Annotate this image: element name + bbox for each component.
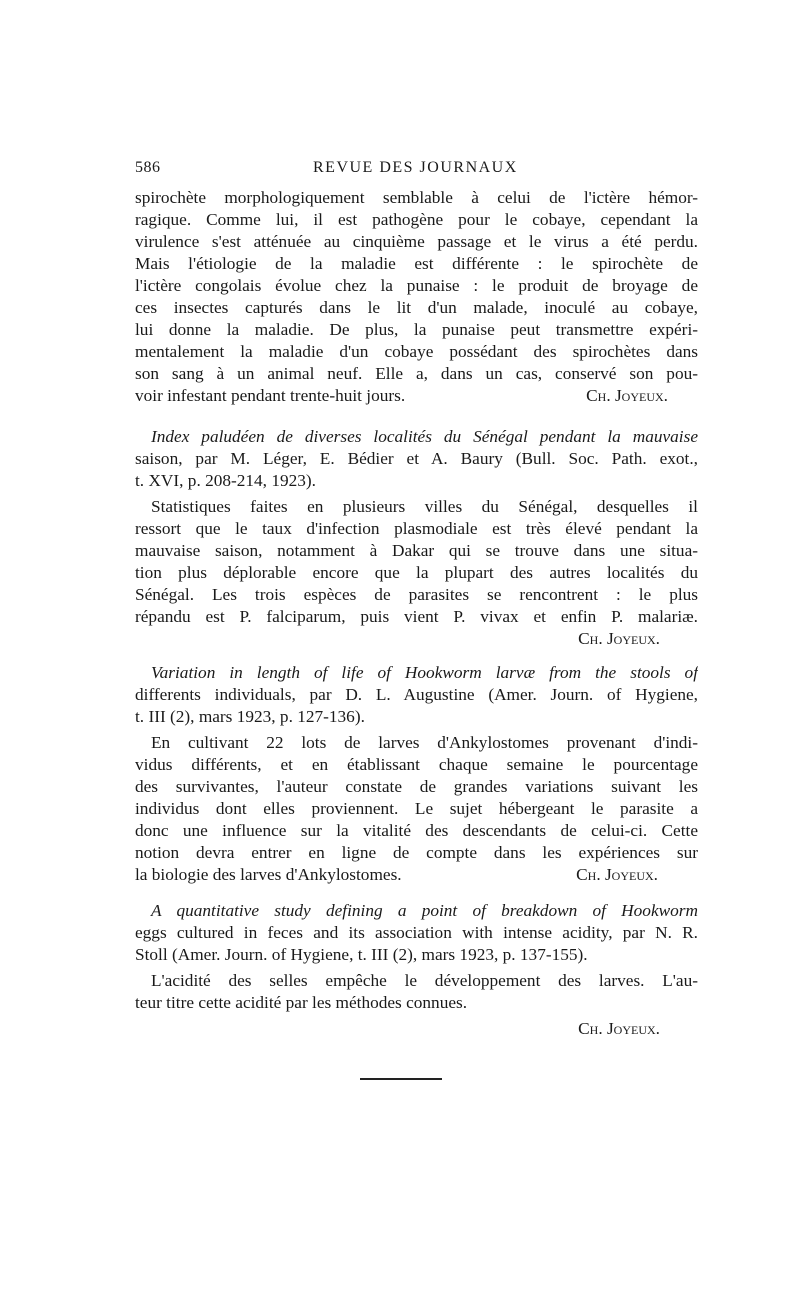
article-title-line: t. XVI, p. 208-214, 1923). bbox=[135, 471, 316, 490]
body-line-last bbox=[135, 385, 698, 407]
article-title-line: eggs cultured in feces and its association with intense acidity, par N. R. bbox=[135, 923, 698, 942]
article-2 bbox=[135, 426, 698, 650]
article-title-line: A quantitative study defining a point of breakdown of Hookworm bbox=[151, 901, 698, 920]
body-line: ragique. Comme lui, il est pathogène pour le cobaye, cependant la bbox=[135, 210, 698, 229]
body-line: notion devra entrer en ligne de compte dans les expériences sur bbox=[135, 843, 698, 862]
article-title-line: Stoll (Amer. Journ. of Hygiene, t. III (2), mars 1923, p. 137-155). bbox=[135, 945, 588, 964]
body-line: des survivantes, l'auteur constate de grandes variations suivant les bbox=[135, 777, 698, 796]
article-title-line: t. III (2), mars 1923, p. 127-136). bbox=[135, 707, 365, 726]
body-line: l'ictère congolais évolue chez la punaise : le produit de broyage de bbox=[135, 276, 698, 295]
body-line: mentalement la maladie d'un cobaye possédant des spirochètes dans bbox=[135, 342, 698, 361]
body-line: donc une influence sur la vitalité des descendants de celui-ci. Cette bbox=[135, 821, 698, 840]
article-title-line: Variation in length of life of Hookworm larvæ from the stools of bbox=[151, 663, 698, 682]
article-title-line: Index paludéen de diverses localités du Sénégal pendant la mauvaise bbox=[151, 427, 698, 446]
author-signature: Ch. Joyeux. bbox=[586, 386, 668, 405]
running-header bbox=[135, 159, 698, 181]
body-line-last bbox=[135, 864, 698, 886]
body-line: individus dont elles proviennent. Le sujet hébergeant le parasite a bbox=[135, 799, 698, 818]
body-line: En cultivant 22 lots de larves d'Ankylostomes provenant d'indi- bbox=[151, 733, 698, 752]
body-line: ces insectes capturés dans le lit d'un malade, inoculé au cobaye, bbox=[135, 298, 698, 317]
body-line: vidus différents, et en établissant chaque semaine le pourcentage bbox=[135, 755, 698, 774]
article-4 bbox=[135, 900, 698, 1040]
article-3 bbox=[135, 662, 698, 886]
body-line: tion plus déplorable encore que la plupart des autres localités du bbox=[135, 563, 698, 582]
body-line: Mais l'étiologie de la maladie est différente : le spirochète de bbox=[135, 254, 698, 273]
body-line: Sénégal. Les trois espèces de parasites se rencontrent : le plus bbox=[135, 585, 698, 604]
body-line: spirochète morphologiquement semblable à celui de l'ictère hémor- bbox=[135, 188, 698, 207]
body-line: répandu est P. falciparum, puis vient P. vivax et enfin P. malariæ. bbox=[135, 607, 698, 626]
body-line-text: la biologie des larves d'Ankylostomes. bbox=[135, 865, 402, 884]
section-separator bbox=[360, 1078, 442, 1080]
article-title-line: differents individuals, par D. L. Augustine (Amer. Journ. of Hygiene, bbox=[135, 685, 698, 704]
body-line: L'acidité des selles empêche le développement des larves. L'au- bbox=[151, 971, 698, 990]
author-signature: Ch. Joyeux. bbox=[576, 865, 658, 884]
body-line-last: teur titre cette acidité par les méthodes connues. bbox=[135, 993, 468, 1012]
body-line: virulence s'est atténuée au cinquième passage et le virus a été perdu. bbox=[135, 232, 698, 251]
article-title-line: saison, par M. Léger, E. Bédier et A. Baury (Bull. Soc. Path. exot., bbox=[135, 449, 698, 468]
page-number: 586 bbox=[135, 159, 161, 176]
article-1 bbox=[135, 187, 698, 407]
body-line: mauvaise saison, notamment à Dakar qui se trouve dans une situa- bbox=[135, 541, 698, 560]
author-signature: Ch. Joyeux. bbox=[578, 629, 660, 648]
body-line: son sang à un animal neuf. Elle a, dans un cas, conservé son pou- bbox=[135, 364, 698, 383]
body-line: Statistiques faites en plusieurs villes du Sénégal, desquelles il bbox=[151, 497, 698, 516]
body-line-text: voir infestant pendant trente-huit jours. bbox=[135, 386, 406, 405]
author-signature: Ch. Joyeux. bbox=[578, 1019, 660, 1038]
body-line: lui donne la maladie. De plus, la punaise peut transmettre expéri- bbox=[135, 320, 698, 339]
body-line: ressort que le taux d'infection plasmodiale est très élevé pendant la bbox=[135, 519, 698, 538]
journal-title: REVUE DES JOURNAUX bbox=[313, 159, 518, 176]
